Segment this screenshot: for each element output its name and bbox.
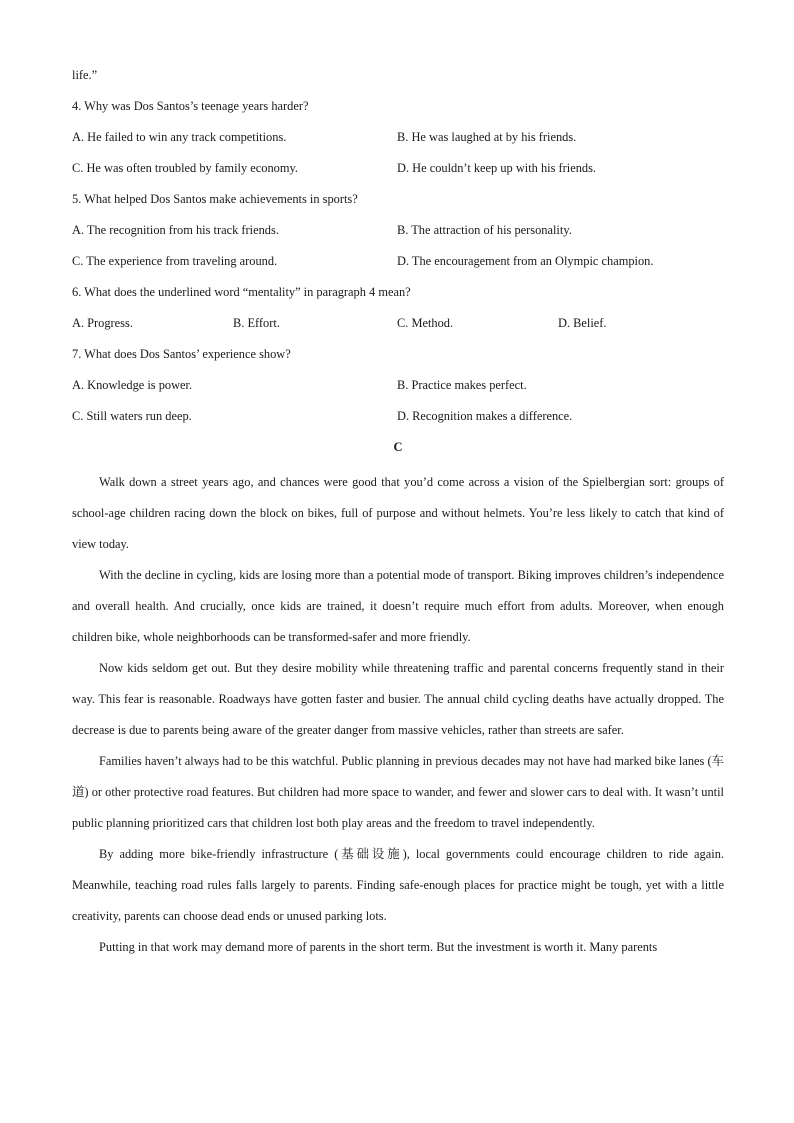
passage-paragraph: Now kids seldom get out. But they desire mobility while threatening traffic and parental concerns frequently stand in their way. This fear is reasonable. Roadways have gotten faster and busier. The annual child cycling deaths have actually dropped. The decrease is due to parents being aware of the greater danger from massive vehicles, rather than streets are safer.	[72, 661, 724, 737]
passage-paragraph: By adding more bike-friendly infrastructure (基础设施), local governments could encourage children to ride again. Meanwhile, teaching road rules falls largely to parents. Finding safe-enough places for practice might be tough, yet with a little creativity, parents can choose dead ends or unused parking lots.	[72, 847, 724, 923]
question-4	[72, 95, 724, 188]
option-c: C. Method.	[397, 316, 454, 330]
question-7	[72, 343, 724, 436]
passage-paragraph: Families haven’t always had to be this watchful. Public planning in previous decades may not have had marked bike lanes (车道) or other protective road features. But children had more space to wander, and fewer and slower cars to deal with. It wasn’t until public planning prioritized cars that children lost both play areas and the freedom to travel independently.	[72, 754, 724, 830]
passage-paragraph: With the decline in cycling, kids are losing more than a potential mode of transport. Biking improves children’s independence and overall health. And crucially, once kids are trained, it doesn’t require much effort from adults. Moreover, when enough children bike, whole neighborhoods can be transformed-safer and more friendly.	[72, 568, 724, 644]
question-stem: 7. What does Dos Santos’ experience show?	[72, 347, 291, 361]
option-b: B. Effort.	[233, 316, 280, 330]
passage-paragraph: Walk down a street years ago, and chances were good that you’d come across a vision of the Spielbergian sort: groups of school-age children racing down the block on bikes, full of purpose and without helmets. You’re less likely to catch that kind of view today.	[72, 475, 724, 551]
question-6	[72, 281, 724, 343]
question-5	[72, 188, 724, 281]
option-row	[72, 157, 724, 188]
option-row	[72, 405, 724, 436]
continued-text-line: life.”	[72, 68, 98, 82]
question-stem: 5. What helped Dos Santos make achievements in sports?	[72, 192, 358, 206]
option-a: A. He failed to win any track competitions.	[72, 130, 287, 144]
option-d: D. Belief.	[558, 316, 607, 330]
option-a: A. The recognition from his track friends.	[72, 223, 279, 237]
option-row	[72, 219, 724, 250]
option-a: A. Knowledge is power.	[72, 378, 193, 392]
option-row	[72, 126, 724, 157]
option-row	[72, 250, 724, 281]
question-stem: 6. What does the underlined word “mentality” in paragraph 4 mean?	[72, 285, 411, 299]
option-b: B. Practice makes perfect.	[397, 378, 527, 392]
option-row	[72, 312, 724, 343]
option-a: A. Progress.	[72, 316, 133, 330]
passage	[72, 467, 724, 963]
option-d: D. Recognition makes a difference.	[397, 409, 573, 423]
option-d: D. He couldn’t keep up with his friends.	[397, 161, 597, 175]
option-d: D. The encouragement from an Olympic champion.	[397, 254, 654, 268]
option-b: B. He was laughed at by his friends.	[397, 130, 577, 144]
option-c: C. The experience from traveling around.	[72, 254, 278, 268]
option-c: C. Still waters run deep.	[72, 409, 192, 423]
option-b: B. The attraction of his personality.	[397, 223, 572, 237]
option-c: C. He was often troubled by family economy.	[72, 161, 298, 175]
question-stem: 4. Why was Dos Santos’s teenage years harder?	[72, 99, 309, 113]
section-heading: C	[393, 440, 403, 454]
passage-paragraph: Putting in that work may demand more of parents in the short term. But the investment is worth it. Many parents	[99, 940, 658, 954]
option-row	[72, 374, 724, 405]
exam-page	[72, 64, 724, 963]
